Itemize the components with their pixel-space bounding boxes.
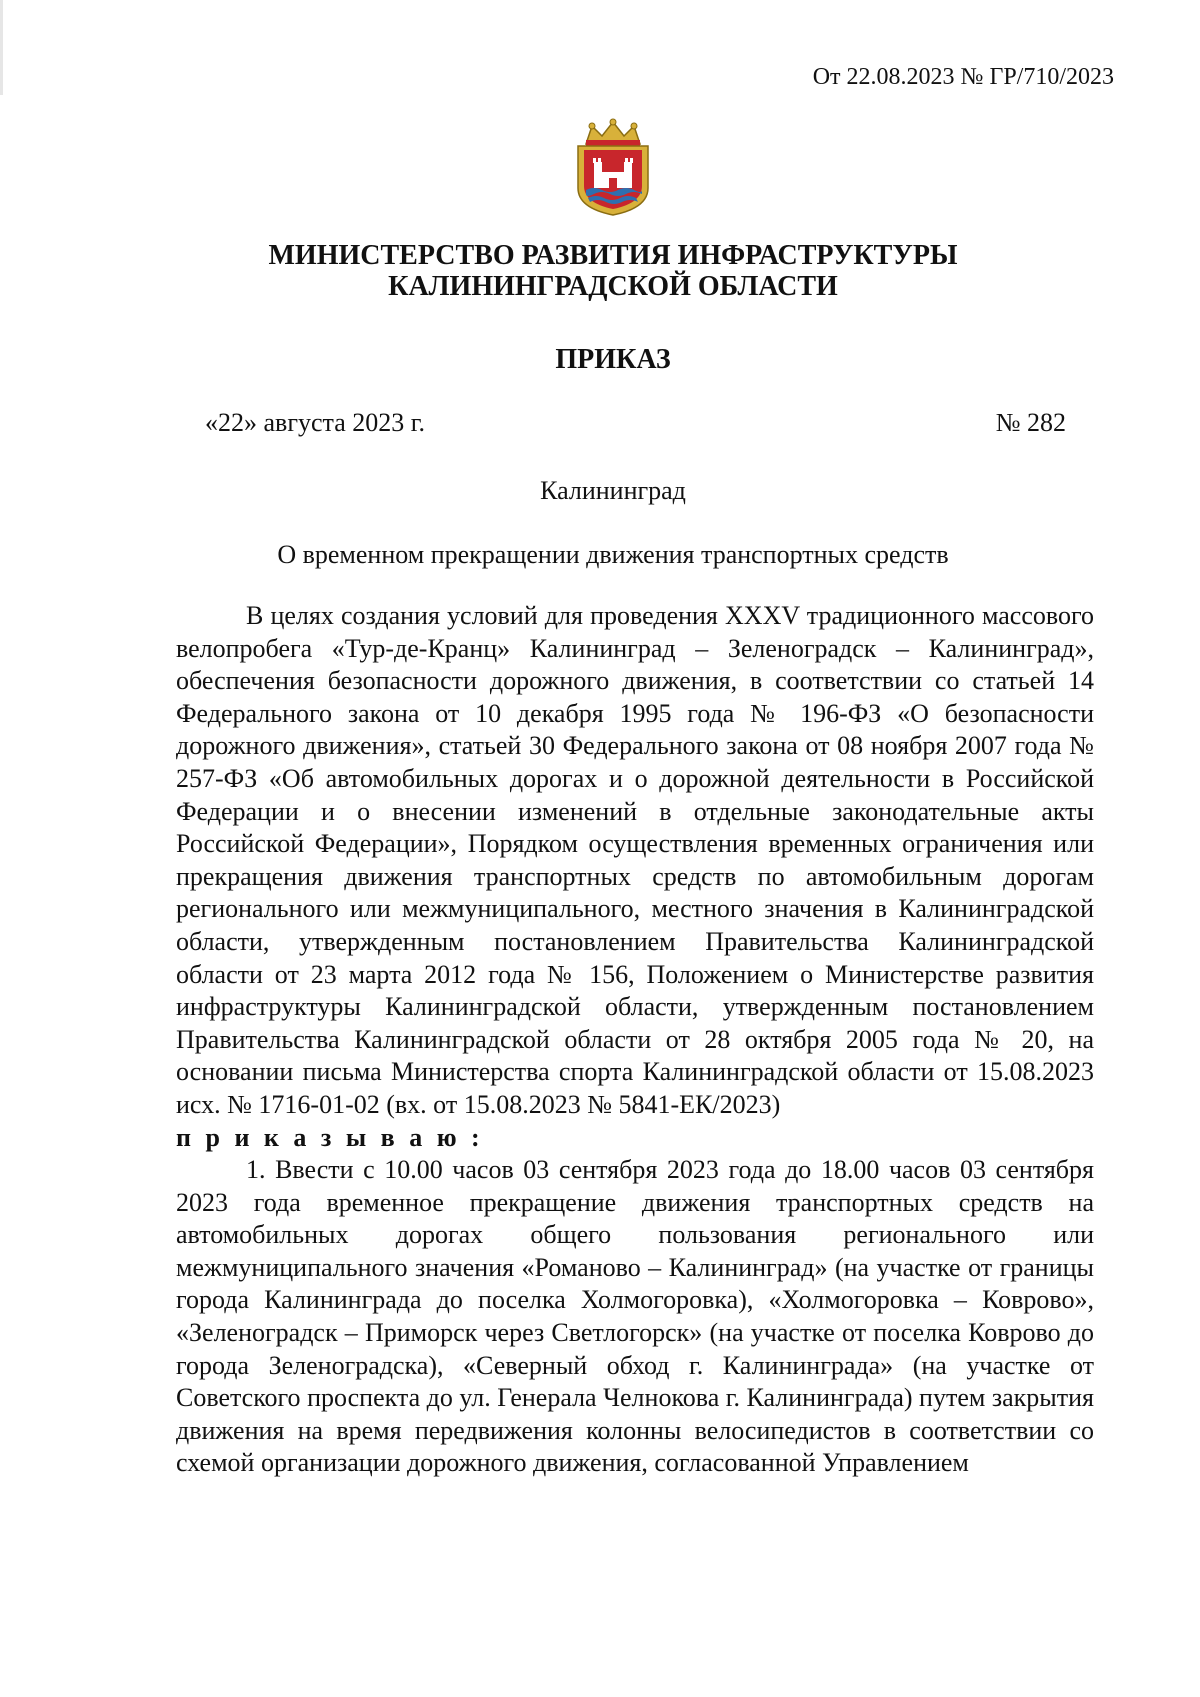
document-city: Калининград xyxy=(540,476,686,505)
scan-edge xyxy=(0,0,3,95)
organization-name-line2: КАЛИНИНГРАДСКОЙ ОБЛАСТИ xyxy=(388,271,838,302)
organization-name-line1: МИНИСТЕРСТВО РАЗВИТИЯ ИНФРАСТРУКТУРЫ xyxy=(268,240,958,271)
document-subject: О временном прекращении движения транспортных средств xyxy=(277,540,949,569)
document-date: «22» августа 2023 г. xyxy=(205,408,425,437)
organization-name xyxy=(0,240,1200,302)
order-word: п р и к а з ы в а ю : xyxy=(176,1122,484,1152)
preamble-paragraph: В целях создания условий для проведения XXXV традиционного массового велопробега «Тур-де-Кранц» Калининград – Зеленоградск – Калининград», обеспечения безопасности дорожного движения, в соответствии со статьей 14 Федерального закона от 10 декабря 1995 года № 196-ФЗ «О безопасности дорожного движения», статьей 30 Федерального закона от 08 ноября 2007 года № 257-ФЗ «Об автомобильных дорогах и о дорожной деятельности в Российской Федерации и о внесении изменений в отдельные законодательные акты Российской Федерации», Порядком осуществления временных ограничения или прекращения движения транспортных средств по автомобильным дорогам регионального или межмуниципального, местного значения в Калининградской области, утвержденным постановлением Правительства Калининградской области от 23 марта 2012 года № 156, Положением о Министерстве развития инфраструктуры Калининградской области, утвержденным постановлением Правительства Калининградской области от 28 октября 2005 года № 20, на основании письма Министерства спорта Калининградской области от 15.08.2023 исх. № 1716-01-02 (вх. от 15.08.2023 № 5841-ЕК/2023) xyxy=(176,601,1094,1119)
registration-stamp: От 22.08.2023 № ГР/710/2023 xyxy=(812,64,1114,90)
coat-of-arms-icon xyxy=(572,118,654,216)
document-type: ПРИКАЗ xyxy=(555,344,671,375)
item-1-paragraph: 1. Ввести с 10.00 часов 03 сентября 2023 года до 18.00 часов 03 сентября 2023 года временное прекращение движения транспортных средств на автомобильных дорогах общего пользования регионального или межмуниципального значения «Романово – Калининград» (на участке от границы города Калининграда до поселка Холмогоровка), «Холмогоровка – Коврово», «Зеленоградск – Приморск через Светлогорск» (на участке от поселка Коврово до города Зеленоградска), «Северный обход г. Калининграда» (на участке от Советского проспекта до ул. Генерала Челнокова г. Калининграда) путем закрытия движения на время передвижения колонны велосипедистов в соответствии со схемой организации дорожного движения, согласованной Управлением xyxy=(176,1155,1094,1478)
document-body xyxy=(176,600,1094,1480)
document-number: № 282 xyxy=(995,408,1066,437)
